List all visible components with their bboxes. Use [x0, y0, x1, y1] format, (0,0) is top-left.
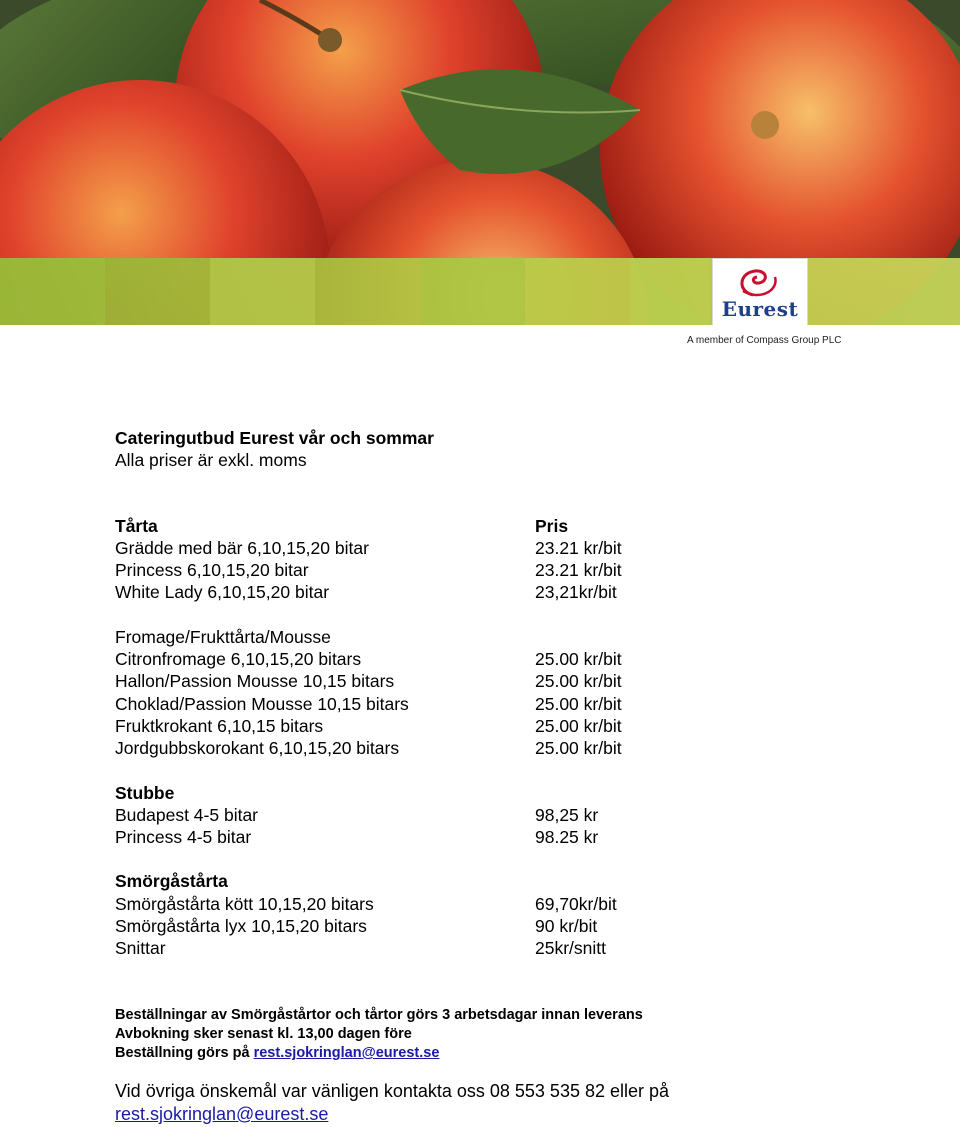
tagline: A member of Compass Group PLC	[687, 335, 842, 346]
item-name: White Lady 6,10,15,20 bitar	[115, 582, 330, 603]
item-name: Fruktkrokant 6,10,15 bitars	[115, 715, 324, 736]
item-price: 25kr/snitt	[535, 938, 606, 959]
item-name: Choklad/Passion Mousse 10,15 bitars	[115, 693, 409, 714]
item-name: Princess 4-5 bitar	[115, 827, 252, 848]
item-price: 23.21 kr/bit	[535, 537, 622, 558]
menu-item	[115, 804, 915, 826]
ordering-notes	[115, 1006, 643, 1063]
note-order-deadline: Beställningar av Smörgåstårtor och tårtor görs 3 arbetsdagar innan leverans	[115, 1007, 643, 1023]
item-price: 69,70kr/bit	[535, 893, 617, 914]
section-heading-stubbe	[115, 782, 915, 804]
order-email-link[interactable]: rest.sjokringlan@eurest.se	[253, 1045, 440, 1061]
item-price: 25.00 kr/bit	[535, 671, 622, 692]
menu-item	[115, 826, 915, 848]
menu-item	[115, 937, 915, 959]
hero-image	[0, 0, 960, 325]
page-title: Cateringutbud Eurest vår och sommar	[115, 428, 434, 448]
menu-item	[115, 915, 915, 937]
section-heading-fromage	[115, 626, 915, 648]
item-name: Citronfromage 6,10,15,20 bitars	[115, 649, 362, 670]
section-title: Tårta	[115, 515, 158, 536]
section-heading-tarta	[115, 515, 915, 537]
item-price: 25.00 kr/bit	[535, 715, 622, 736]
price-column-heading: Pris	[535, 515, 569, 536]
section-heading-smorgastarta	[115, 870, 915, 892]
eurest-swirl-icon	[713, 261, 807, 301]
item-name: Budapest 4-5 bitar	[115, 804, 259, 825]
item-price: 98.25 kr	[535, 827, 599, 848]
item-name: Hallon/Passion Mousse 10,15 bitars	[115, 671, 395, 692]
contact-info	[115, 1080, 669, 1126]
menu-item	[115, 893, 915, 915]
menu-item	[115, 537, 915, 559]
note-order-prefix: Beställning görs på	[115, 1045, 254, 1061]
item-price: 90 kr/bit	[535, 916, 598, 937]
item-name: Smörgåstårta lyx 10,15,20 bitars	[115, 916, 367, 937]
item-name: Grädde med bär 6,10,15,20 bitar	[115, 537, 369, 558]
menu-content	[115, 427, 915, 960]
logo-text: Eurest	[721, 297, 799, 321]
section-title: Stubbe	[115, 782, 175, 803]
item-price: 25.00 kr/bit	[535, 693, 622, 714]
item-name: Smörgåstårta kött 10,15,20 bitars	[115, 893, 374, 914]
item-price: 23.21 kr/bit	[535, 560, 622, 581]
contact-email-link[interactable]: rest.sjokringlan@eurest.se	[115, 1104, 329, 1124]
item-price: 25.00 kr/bit	[535, 649, 622, 670]
section-title: Fromage/Frukttårta/Mousse	[115, 626, 331, 647]
section-title: Smörgåstårta	[115, 871, 228, 892]
menu-item	[115, 648, 915, 670]
menu-item	[115, 670, 915, 692]
menu-item	[115, 737, 915, 759]
item-name: Snittar	[115, 938, 166, 959]
note-order-email	[115, 1044, 643, 1063]
item-name: Princess 6,10,15,20 bitar	[115, 560, 309, 581]
apples-illustration	[0, 0, 960, 325]
menu-item	[115, 715, 915, 737]
menu-item	[115, 559, 915, 581]
menu-item	[115, 693, 915, 715]
item-name: Jordgubbskorokant 6,10,15,20 bitars	[115, 738, 400, 759]
page-subtitle: Alla priser är exkl. moms	[115, 450, 307, 471]
eurest-logo	[712, 258, 808, 325]
note-cancellation: Avbokning sker senast kl. 13,00 dagen före	[115, 1026, 412, 1042]
item-price: 23,21kr/bit	[535, 582, 617, 603]
item-price: 25.00 kr/bit	[535, 738, 622, 759]
item-price: 98,25 kr	[535, 804, 599, 825]
menu-item	[115, 581, 915, 603]
contact-text: Vid övriga önskemål var vänligen kontakta oss 08 553 535 82 eller på	[115, 1081, 670, 1101]
